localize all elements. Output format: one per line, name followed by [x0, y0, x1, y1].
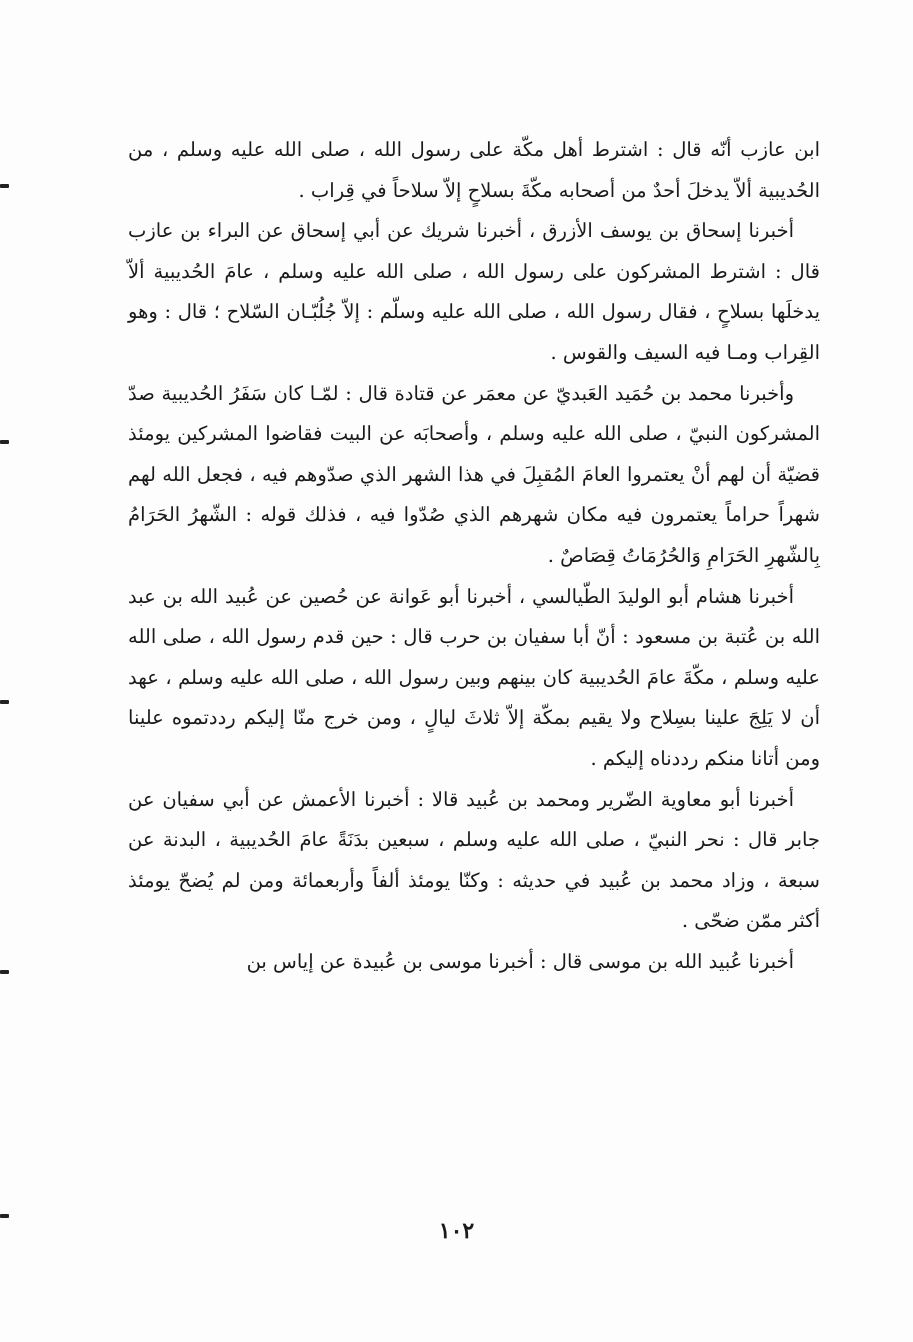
margin-mark [0, 440, 9, 444]
paragraph-5: أخبرنا أبو معاوية الضّرير ومحمد بن عُبيد قالا : أخبرنا الأعمش عن أبي سفيان عن جابر قال : نحر النبيّ ، صلى الله عليه وسلم ، سبعين بدَنَةً عامَ الحُديبية ، البدنة عن سبعة ، وزاد محمد بن عُبيد في حديثه : وكنّا يومئذ ألفاً وأربعمائة ومن لم يُضحّ يومئذ أكثر ممّن ضحّى . [128, 787, 820, 933]
margin-mark [0, 970, 9, 974]
paragraph-3: وأخبرنا محمد بن حُمَيد العَبديّ عن معمَر عن قتادة قال : لمّـا كان سَفَرُ الحُديبية صدّ المشركون النبيّ ، صلى الله عليه وسلم ، وأصحابَه عن البيت فقاضوا المشركين يومئذ قضيّة أن لهم أنْ يعتمروا العامَ المُقبِلَ في هذا الشهر الذي صدّوهم فيه ، فجعل الله لهم شهراً حراماً يعتمرون فيه مكان شهرهم الذي صُدّوا فيه ، فذلك قوله : الشّهرُ الحَرَامُ بِالشّهرِ الحَرَامِ وَالحُرُمَاتُ قِصَاصٌ . [128, 381, 820, 567]
paragraph-1: ابن عازب أنّه قال : اشترط أهل مكّة على رسول الله ، صلى الله عليه وسلم ، من الحُديبية ألاّ يدخلَ أحدٌ من أصحابه مكّةَ بسلاحٍ إلاّ سلاحاً في قِراب . [128, 138, 820, 202]
paragraph-4: أخبرنا هشام أبو الوليدَ الطّيالسي ، أخبرنا أبو عَوانة عن حُصين عن عُبيد الله بن عبد الله بن عُتبة بن مسعود : أنّ أبا سفيان بن حرب قال : حين قدم رسول الله ، صلى الله عليه وسلم ، مكّةَ عامَ الحُديبية كان بينهم وبين رسول الله ، صلى الله عليه وسلم ، عهد أن لا يَلِجَ علينا بسِلاح ولا يقيم بمكّة إلاّ ثلاثَ ليالٍ ، ومن خرج منّا إليكم رددتموه علينا ومن أتانا منكم رددناه إليكم . [128, 584, 820, 770]
page-number: ١٠٢ [438, 1218, 475, 1244]
paragraph-2: أخبرنا إسحاق بن يوسف الأزرق ، أخبرنا شريك عن أبي إسحاق عن البراء بن عازب قال : اشترط المشركون على رسول الله ، صلى الله عليه وسلم ، عامَ الحُديبية ألاّ يدخلَها بسلاحٍ ، فقال رسول الله ، صلى الله عليه وسلّم : إلاّ جُلُبّـان السّلاح ؛ قال : وهو القِراب ومـا فيه السيف والقوس . [128, 219, 820, 364]
paragraph-6: أخبرنا عُبيد الله بن موسى قال : أخبرنا موسى بن عُبيدة عن إياس بن [246, 949, 794, 973]
margin-mark [0, 700, 9, 704]
margin-mark [0, 1214, 9, 1218]
body-text [128, 130, 820, 982]
margin-mark [0, 184, 9, 188]
